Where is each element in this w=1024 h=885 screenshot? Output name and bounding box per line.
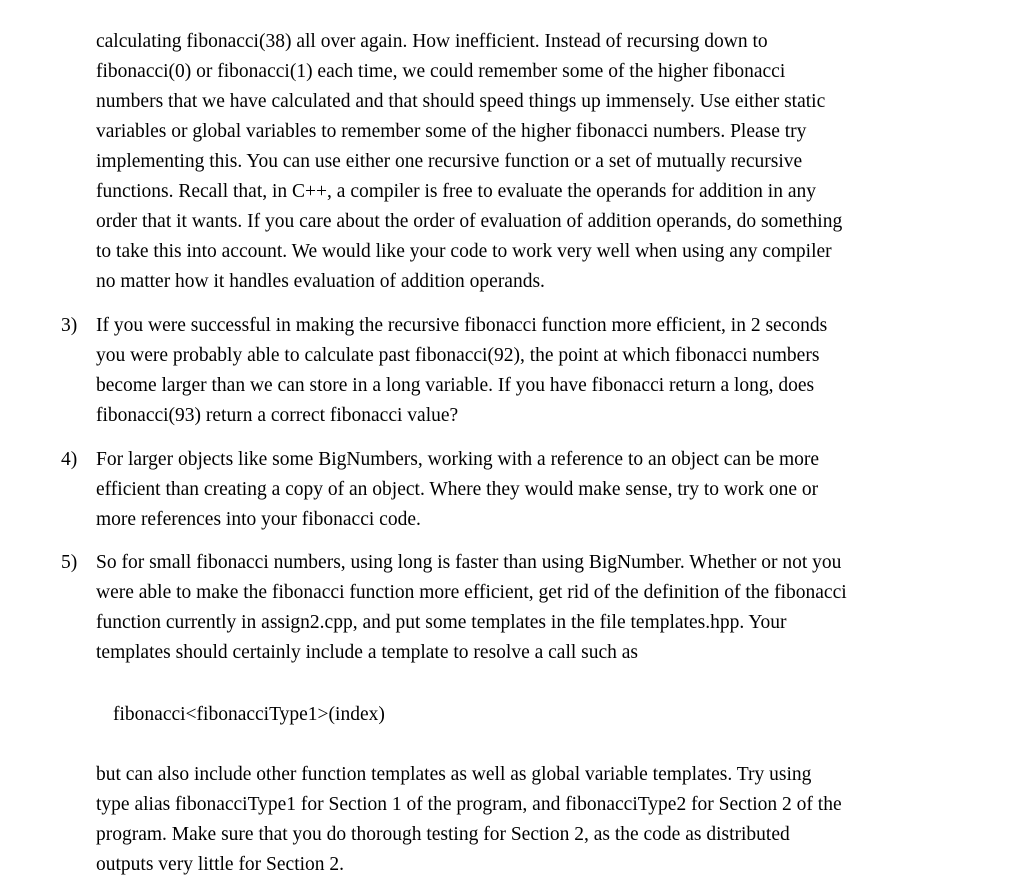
text-line: become larger than we can store in a long variable. If you have fibonacci return a long, does [96,375,815,396]
code-example: fibonacci<fibonacciType1>(index) [113,704,385,725]
text-line: calculating fibonacci(38) all over again. How inefficient. Instead of recursing down to [96,31,768,52]
text-line: you were probably able to calculate past fibonacci(92), the point at which fibonacci numbers [96,345,820,366]
text-line: fibonacci(0) or fibonacci(1) each time, we could remember some of the higher fibonacci [96,61,786,82]
text-line: function currently in assign2.cpp, and put some templates in the file templates.hpp. Your [96,612,787,633]
text-line: variables or global variables to remember some of the higher fibonacci numbers. Please try [96,121,807,142]
text-line: no matter how it handles evaluation of addition operands. [96,271,545,292]
text-line: more references into your fibonacci code. [96,509,421,530]
text-line: fibonacci(93) return a correct fibonacci value? [96,405,459,426]
list-item-number: 5) [61,552,78,573]
text-line: order that it wants. If you care about the order of evaluation of addition operands, do something [96,211,843,232]
text-line: implementing this. You can use either one recursive function or a set of mutually recursive [96,151,803,172]
list-item-number: 3) [61,315,78,336]
text-line: to take this into account. We would like your code to work very well when using any compiler [96,241,832,262]
text-line: If you were successful in making the recursive fibonacci function more efficient, in 2 seconds [96,315,828,336]
text-line: type alias fibonacciType1 for Section 1 of the program, and fibonacciType2 for Section 2 of the [96,794,842,815]
text-line: but can also include other function templates as well as global variable templates. Try using [96,764,812,785]
text-line: functions. Recall that, in C++, a compiler is free to evaluate the operands for addition in any [96,181,816,202]
text-line: outputs very little for Section 2. [96,854,345,875]
text-line: were able to make the fibonacci function more efficient, get rid of the definition of the fibonacci [96,582,847,603]
text-line: efficient than creating a copy of an object. Where they would make sense, try to work one or [96,479,819,500]
text-line: For larger objects like some BigNumbers, working with a reference to an object can be more [96,449,820,470]
text-line: program. Make sure that you do thorough testing for Section 2, as the code as distributed [96,824,790,845]
text-line: templates should certainly include a template to resolve a call such as [96,642,639,663]
text-line: So for small fibonacci numbers, using long is faster than using BigNumber. Whether or not you [96,552,842,573]
list-item-number: 4) [61,449,78,470]
text-line: numbers that we have calculated and that should speed things up immensely. Use either static [96,91,826,112]
